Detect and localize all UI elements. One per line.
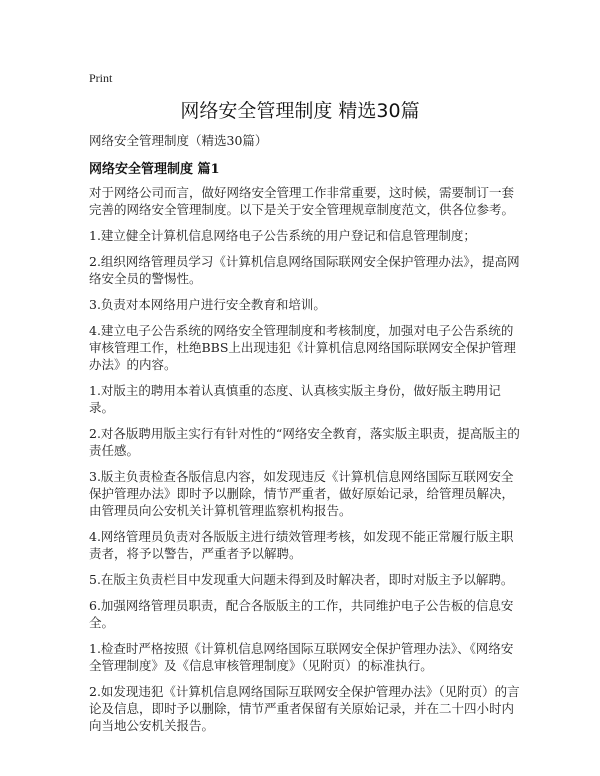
paragraph: 1.对版主的聘用本着认真慎重的态度、认真核实版主身份，做好版主聘用记录。 xyxy=(89,383,501,415)
paragraph: 1.检查时严格按照《计算机信息网络国际互联网安全保护管理办法》、《网络安全管理制度》及《信息审核管理制度》（见附页）的标准执行。 xyxy=(89,641,514,673)
paragraph: 3.负责对本网络用户进行安全教育和培训。 xyxy=(89,297,326,312)
paragraph: 2.如发现违犯《计算机信息网络国际互联网安全保护管理办法》（见附页）的言论及信息，即时予以删除，情节严重者保留有关原始记录，并在二十四小时内向当地公安机关报告。 xyxy=(89,684,520,733)
paragraph: 5.在版主负责栏目中发现重大问题未得到及时解决者，即时对版主予以解聘。 xyxy=(89,572,514,587)
paragraph: 2.对各版聘用版主实行有针对性的“网络安全教育，落实版主职责，提高版主的责任感。 xyxy=(89,426,520,458)
paragraph: 2.组织网络管理员学习《计算机信息网络国际联网安全保护管理办法》，提高网络安全员的警惕性。 xyxy=(89,254,520,286)
paragraph: 1.建立健全计算机信息网络电子公告系统的用户登记和信息管理制度； xyxy=(89,228,476,243)
paragraph: 3.版主负责检查各版信息内容，如发现违反《计算机信息网络国际互联网安全保护管理办法》即时予以删除，情节严重者，做好原始记录，给管理员解决，由管理员向公安机关计算机管理监察机构报告。 xyxy=(89,469,515,518)
print-link[interactable]: Print xyxy=(89,71,113,85)
paragraph: 6.加强网络管理员职责，配合各版版主的工作，共同维护电子公告板的信息安全。 xyxy=(89,598,514,630)
page-title: 网络安全管理制度 精选30篇 xyxy=(180,100,420,122)
paragraph: 对于网络公司而言，做好网络安全管理工作非常重要，这时候，需要制订一套完善的网络安全管理制度。以下是关于安全管理规章制度范文，供各位参考。 xyxy=(89,185,515,217)
document-body xyxy=(89,184,521,743)
paragraph: 4.网络管理员负责对各版版主进行绩效管理考核，如发现不能正常履行版主职责者，将予以警告，严重者予以解聘。 xyxy=(89,529,514,561)
paragraph: 4.建立电子公告系统的网络安全管理制度和考核制度，加强对电子公告系统的审核管理工作，杜绝BBS上出现违犯《计算机信息网络国际联网安全保护管理办法》的内容。 xyxy=(89,323,516,372)
document-subtitle: 网络安全管理制度（精选30篇） xyxy=(89,133,268,148)
section-heading: 网络安全管理制度 篇1 xyxy=(89,162,220,177)
